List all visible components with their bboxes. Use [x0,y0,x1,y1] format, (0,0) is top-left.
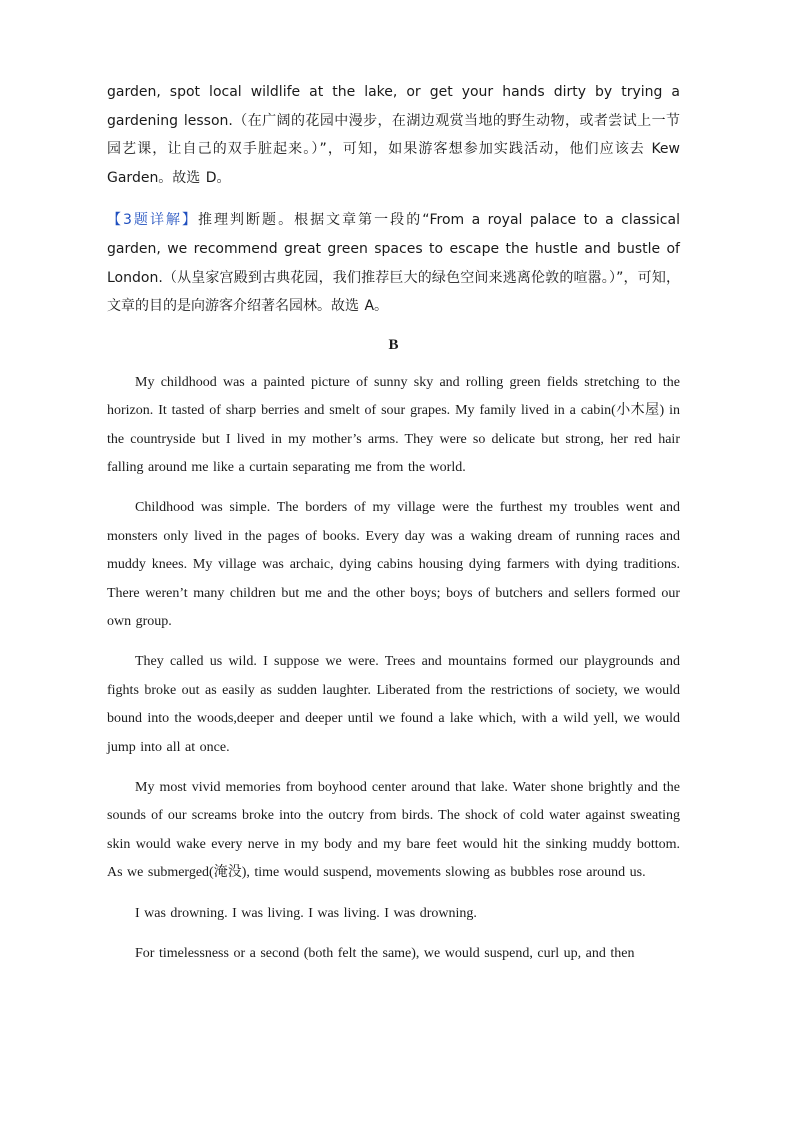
q3-explanation: 推理判断题。根据文章第一段的“From a royal palace to a classical garden, we recommend great green spaces to escape the hustle and bustle of London.（从皇家宫殿到古典花园，我们推荐巨大的绿色空间来逃离伦敦的喧嚣。）”，可知，文章的目的是向游客介绍著名园林。故选 A。 [107,212,680,315]
spacer [107,482,680,494]
passage-paragraph-6: For timelessness or a second (both felt the same), we would suspend, curl up, and then [135,946,635,962]
spacer [107,762,680,774]
passage-paragraph-4: My most vivid memories from boyhood center around that lake. Water shone brightly and the sounds of our screams broke into the outcry from birds. The shock of cold water against sweating skin would wake every nerve in my body and my bare feet would hit the sinking muddy bottom. As we submerged(淹没), time would suspend, movements slowing as bubbles rose around us. [107,780,680,881]
page-content [107,78,680,968]
spacer [107,928,680,940]
section-heading: B [388,336,399,353]
spacer [107,888,680,900]
passage-paragraph-1: My childhood was a painted picture of sunny sky and rolling green fields stretching to the horizon. It tasted of sharp berries and smelt of sour grapes. My family lived in a cabin(小木屋) in the countryside but I lived in my mother’s arms. They were so delicate but strong, her red hair falling around me like a curtain separating me from the world. [107,374,680,475]
passage-paragraph-2: Childhood was simple. The borders of my village were the furthest my troubles went and monsters only lived in the pages of books. Every day was a waking dream of running races and muddy knees. My village was archaic, dying cabins housing dying farmers with dying traditions. There weren’t many children but me and the other boys; boys of butchers and sellers formed our own group. [107,500,680,629]
passage-paragraph-3: They called us wild. I suppose we were. Trees and mountains formed our playgrounds and fights broke out as easily as sudden laughter. Liberated from the restrictions of society, we would bound into the woods,deeper and deeper until we found a lake which, with a wild yell, we would jump into all at once. [107,654,680,755]
q3-explanation-block [107,206,680,320]
q2-explanation: garden, spot local wildlife at the lake, or get your hands dirty by trying a gardening lesson.（在广阔的花园中漫步，在湖边观赏当地的野生动物，或者尝试上一节园艺课，让自己的双手脏起来。）”，可知，如果游客想参加实践活动，他们应该去 Kew Garden。故选 D。 [107,84,680,186]
q3-label: 【3题详解】 [107,212,198,229]
spacer [107,636,680,648]
passage-paragraph-5: I was drowning. I was living. I was living. I was drowning. [135,905,477,921]
section-b-passage [107,369,680,969]
spacer [107,192,680,206]
